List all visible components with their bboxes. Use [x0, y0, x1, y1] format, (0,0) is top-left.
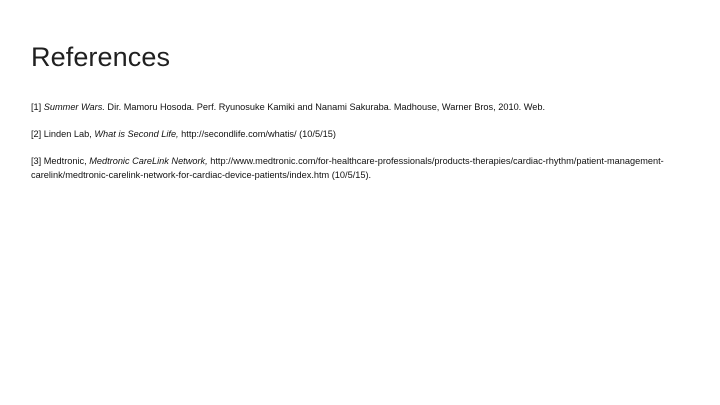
list-item — [31, 127, 691, 141]
reference-url: http://www.medtronic.com/for-healthcare-professionals/products-therapies/cardiac-rhythm/patient-management-carelink/medtronic-carelink-network-for-cardiac-device-patients/index.htm (10/5/15). — [31, 156, 664, 180]
list-item — [31, 100, 691, 114]
reference-text-part: [3] Medtronic, — [31, 156, 90, 166]
reference-text-part: [2] Linden Lab, — [31, 129, 95, 139]
reference-title-italic: Summer Wars. — [43, 102, 105, 112]
reference-text-part: [1] — [31, 102, 44, 112]
references-list — [31, 100, 691, 182]
reference-url: http://secondlife.com/whatis/ (10/5/15) — [178, 129, 336, 139]
list-item — [31, 154, 691, 182]
reference-text-part: Dir. Mamoru Hosoda. Perf. Ryunosuke Kamiki and Nanami Sakuraba. Madhouse, Warner Bros, 2010. Web. — [104, 102, 546, 112]
page-title: References — [31, 42, 171, 72]
reference-title-italic: What is Second Life, — [94, 129, 179, 139]
reference-title-italic: Medtronic CareLink Network, — [89, 156, 208, 166]
